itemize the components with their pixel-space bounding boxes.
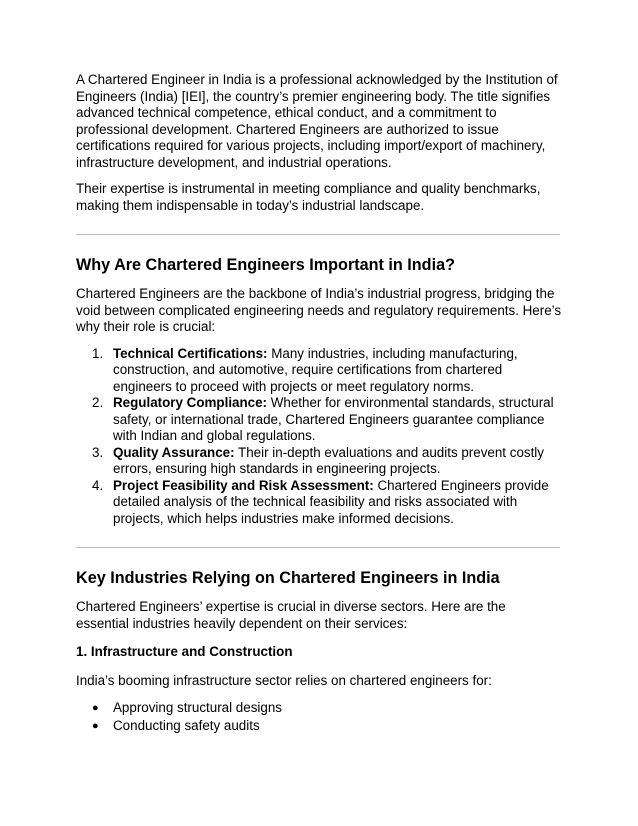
list-item: [76, 395, 562, 445]
divider: [76, 547, 560, 548]
subsection-intro: India’s booming infrastructure sector relies on chartered engineers for:: [76, 672, 492, 688]
list-item-text: Conducting safety audits: [113, 718, 260, 733]
bullet-icon: ●: [92, 702, 99, 714]
bullet-icon: ●: [92, 720, 99, 732]
section-intro: Chartered Engineers’ expertise is crucial in diverse sectors. Here are the essential industries heavily dependent on their services:: [76, 599, 506, 631]
list-item: [76, 717, 562, 735]
list-item: [76, 478, 562, 528]
importance-list: [76, 346, 562, 528]
subsection-heading: 1. Infrastructure and Construction: [76, 644, 293, 659]
list-item-title: Technical Certifications:: [113, 345, 268, 361]
list-item-title: Regulatory Compliance:: [113, 395, 268, 410]
list-item-number: 1.: [92, 345, 104, 361]
list-item-text: Approving structural designs: [113, 700, 282, 715]
intro-paragraph-1: A Chartered Engineer in India is a professional acknowledged by the Institution of Engineers (India) [IEI], the country’s premier engineering body. The title signifies advanced technical competence, ethical conduct, and a commitment to professional development. Chartered Engineers are authorized to issue certifications required for various projects, including import/export of machinery, infrastructure development, and industrial operations.: [76, 72, 558, 170]
list-item-text: Many industries, including manufacturing, construction, and automotive, require certifications from chartered engineers to proceed with projects or meet regulatory norms.: [113, 345, 518, 394]
list-item-number: 4.: [92, 477, 104, 493]
list-item-number: 3.: [92, 444, 104, 460]
section-intro: Chartered Engineers are the backbone of India’s industrial progress, bridging the void between complicated engineering needs and regulatory requirements. Here’s why their role is crucial:: [76, 286, 562, 334]
list-item-text: Their in-depth evaluations and audits prevent costly errors, ensuring high standards in engineering projects.: [113, 444, 544, 476]
intro-paragraph-2: Their expertise is instrumental in meeting compliance and quality benchmarks, making them indispensable in today’s industrial landscape.: [76, 181, 541, 213]
document-page: [76, 72, 562, 735]
divider: [76, 234, 560, 235]
list-item-number: 2.: [92, 395, 104, 410]
list-item-text: Whether for environmental standards, structural safety, or international trade, Chartered Engineers guarantee compliance with Indian and global regulations.: [113, 395, 554, 443]
list-item-title: Quality Assurance:: [113, 444, 235, 460]
list-item: [76, 346, 562, 396]
list-item: [76, 445, 562, 478]
section-heading: Key Industries Relying on Chartered Engineers in India: [76, 569, 500, 587]
list-item-text: Chartered Engineers provide detailed analysis of the technical feasibility and risks associated with projects, which helps industries make informed decisions.: [113, 477, 549, 526]
bullet-list: [76, 699, 562, 735]
list-item-title: Project Feasibility and Risk Assessment:: [113, 477, 374, 493]
list-item: [76, 699, 562, 717]
section-heading: Why Are Chartered Engineers Important in India?: [76, 256, 455, 274]
